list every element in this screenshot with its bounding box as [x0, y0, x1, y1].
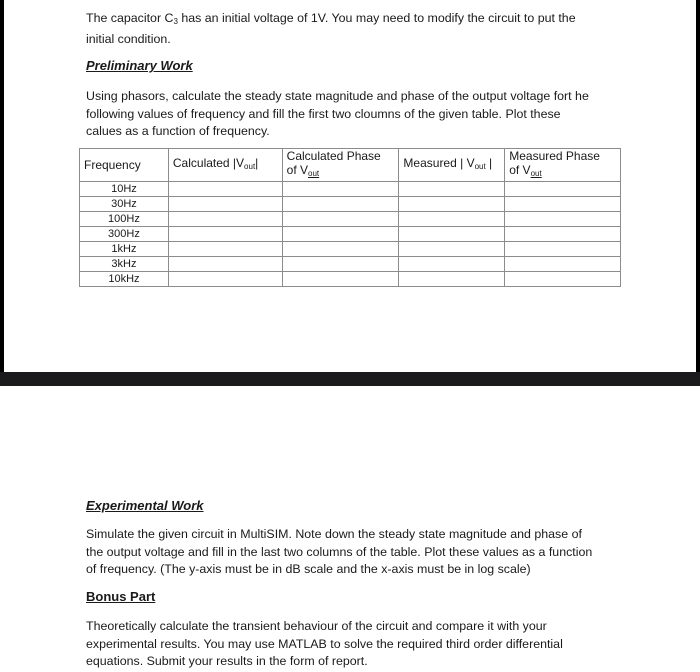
preliminary-work-heading: Preliminary Work: [86, 58, 193, 73]
calc-phase-cell: [282, 242, 399, 257]
header-measured-phase: [505, 149, 621, 182]
meas-mag-cell: [399, 212, 505, 227]
table-row: [80, 197, 621, 212]
header-meas-mag-bar: |: [485, 156, 493, 170]
prelim-line-1: Using phasors, calculate the steady state magnitude and phase of the output voltage fort he: [86, 89, 589, 103]
calc-mag-cell: [168, 257, 282, 272]
header-frequency-label: Frequency: [84, 158, 141, 172]
header-calculated-magnitude: [168, 149, 282, 182]
capacitor-subscript: 3: [173, 17, 178, 26]
header-measured-magnitude: [399, 149, 505, 182]
exp-line-2: the output voltage and fill in the last two columns of the table. Plot these values as a function: [86, 544, 593, 559]
meas-mag-cell: [399, 182, 505, 197]
meas-phase-cell: [505, 212, 621, 227]
frequency-table: [79, 148, 621, 287]
meas-phase-cell: [505, 242, 621, 257]
table-row: [80, 212, 621, 227]
meas-mag-cell: [399, 197, 505, 212]
intro-paragraph: [86, 10, 626, 48]
calc-phase-cell: [282, 272, 399, 287]
meas-mag-cell: [399, 272, 505, 287]
bonus-part-heading: Bonus Part: [86, 589, 156, 604]
calc-mag-cell: [168, 212, 282, 227]
exp-line-3: of frequency. (The y-axis must be in dB scale and the x-axis must be in log scale): [86, 562, 531, 576]
calc-mag-cell: [168, 242, 282, 257]
calc-mag-cell: [168, 182, 282, 197]
bonus-line-3: equations. Submit your results in the form of report.: [86, 654, 368, 668]
meas-phase-cell: [505, 182, 621, 197]
frequency-cell: 10Hz: [80, 182, 169, 197]
bonus-line-2: experimental results. You may use MATLAB to solve the required third order differential: [86, 636, 563, 651]
frequency-cell: 30Hz: [80, 197, 169, 212]
header-calc-phase-line1: Calculated Phase: [286, 149, 381, 163]
calc-phase-cell: [282, 212, 399, 227]
intro-text-end: has an initial voltage of 1V. You may need to modify the circuit to put the: [177, 11, 576, 25]
meas-phase-cell: [505, 272, 621, 287]
intro-text-start: The capacitor C: [86, 11, 174, 25]
experimental-paragraph: [86, 526, 626, 579]
header-meas-phase-line1: Measured Phase: [509, 149, 600, 163]
experimental-work-heading: Experimental Work: [86, 498, 204, 513]
calc-phase-cell: [282, 197, 399, 212]
table-row: [80, 257, 621, 272]
document-page-2: [0, 386, 700, 672]
header-meas-mag-sub: out: [474, 162, 486, 171]
frequency-cell: 10kHz: [80, 272, 169, 287]
header-frequency: [80, 149, 169, 182]
meas-mag-cell: [399, 242, 505, 257]
meas-mag-cell: [399, 227, 505, 242]
table-row: [80, 227, 621, 242]
preliminary-paragraph: [86, 88, 626, 141]
calc-mag-cell: [168, 197, 282, 212]
calc-phase-cell: [282, 227, 399, 242]
frequency-cell: 3kHz: [80, 257, 169, 272]
calc-phase-cell: [282, 182, 399, 197]
header-calc-mag-text: Calculated |V: [172, 156, 245, 170]
frequency-cell: 300Hz: [80, 227, 169, 242]
header-calc-mag-sub: out: [244, 162, 256, 171]
page-divider: [0, 372, 700, 386]
meas-phase-cell: [505, 227, 621, 242]
header-calc-phase-sub: out: [308, 169, 320, 178]
header-calc-mag-bar: |: [255, 156, 259, 170]
calc-mag-cell: [168, 272, 282, 287]
bonus-paragraph: [86, 618, 626, 671]
frequency-cell: 1kHz: [80, 242, 169, 257]
table-row: [80, 182, 621, 197]
calc-phase-cell: [282, 257, 399, 272]
intro-text-line2: initial condition.: [86, 31, 171, 46]
meas-phase-cell: [505, 257, 621, 272]
prelim-line-3: calues as a function of frequency.: [86, 124, 270, 138]
calc-mag-cell: [168, 227, 282, 242]
page-edge-left: [0, 0, 4, 372]
meas-phase-cell: [505, 197, 621, 212]
table-header-row: [80, 149, 621, 182]
header-meas-phase-sub: out: [530, 169, 542, 178]
prelim-line-2: following values of frequency and fill the first two cloumns of the given table. Plot these: [86, 106, 561, 121]
header-meas-phase-line2: of V: [509, 163, 531, 177]
meas-mag-cell: [399, 257, 505, 272]
frequency-cell: 100Hz: [80, 212, 169, 227]
table-row: [80, 242, 621, 257]
header-calculated-phase: [282, 149, 399, 182]
header-meas-mag-text: Measured | V: [403, 156, 475, 170]
bonus-line-1: Theoretically calculate the transient behaviour of the circuit and compare it with your: [86, 619, 547, 633]
page-edge-right: [696, 0, 700, 372]
table-row: [80, 272, 621, 287]
exp-line-1: Simulate the given circuit in MultiSIM. Note down the steady state magnitude and phase of: [86, 527, 582, 541]
header-calc-phase-line2: of V: [286, 163, 309, 177]
